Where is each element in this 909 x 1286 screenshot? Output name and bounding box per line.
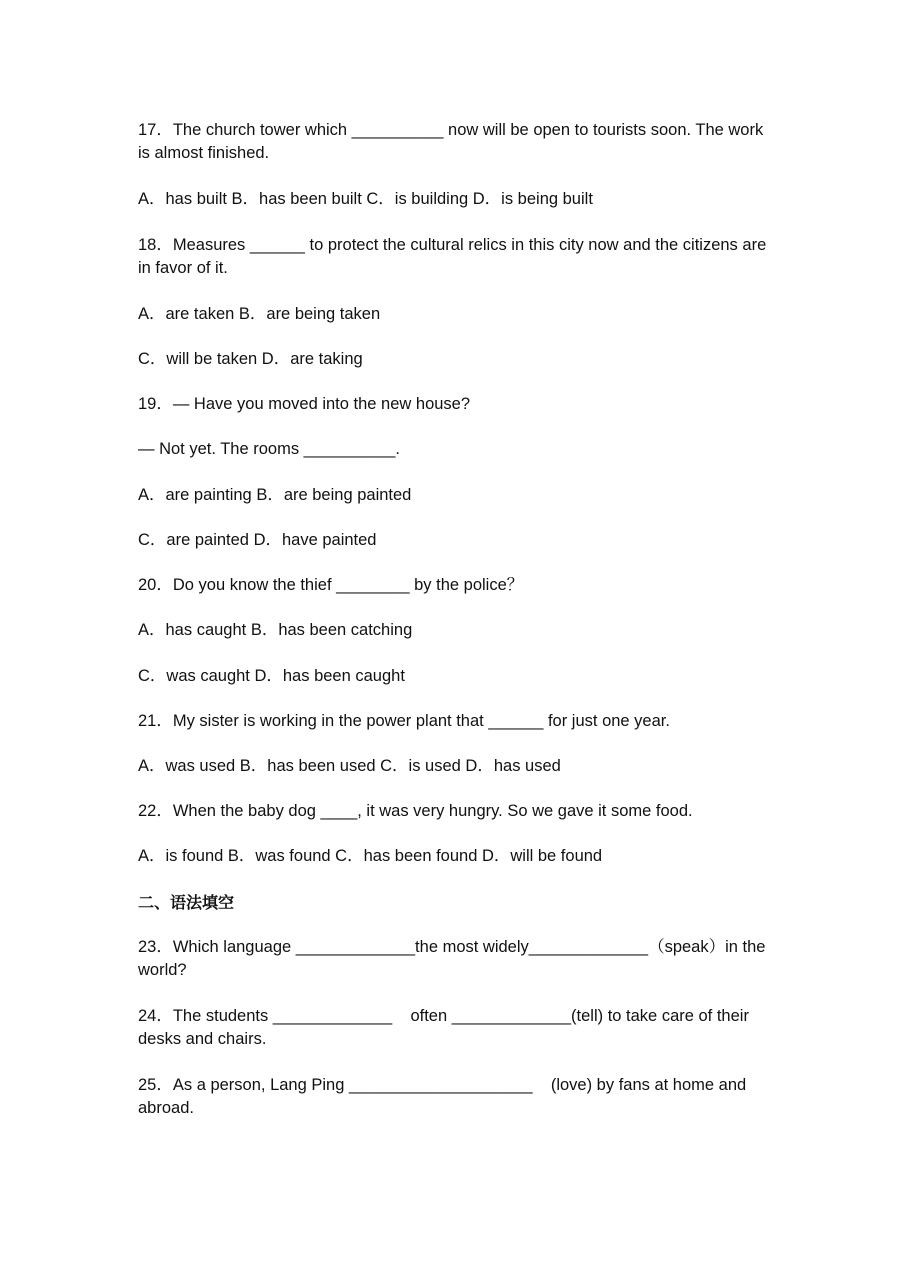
question-19-options-cd: C．are painted D．have painted (138, 531, 377, 549)
question-18-options-cd: C．will be taken D．are taking (138, 350, 363, 368)
question-17-text: 17．The church tower which __________ now will be open to tourists soon. The work is almost finished. (138, 121, 768, 162)
question-18-options-ab: A．are taken B．are being taken (138, 305, 381, 323)
question-19-options-ab: A．are painting B．are being painted (138, 486, 412, 504)
question-17-options: A．has built B．has been built C．is building D．is being built (138, 190, 593, 208)
question-20-text: 20．Do you know the thief ________ by the police？ (138, 576, 524, 594)
question-20-options-cd: C．was caught D．has been caught (138, 667, 405, 685)
question-24-text: 24．The students _____________ often _____________(tell) to take care of their desks and chairs. (138, 1007, 754, 1048)
question-25-text: 25．As a person, Lang Ping ____________________ (love) by fans at home and abroad. (138, 1076, 751, 1117)
question-19-text: 19．— Have you moved into the new house? (138, 395, 471, 413)
question-20-options-ab: A．has caught B．has been catching (138, 621, 413, 639)
question-22-options: A．is found B．was found C．has been found D．will be found (138, 847, 603, 865)
question-21-options: A．was used B．has been used C．is used D．has used (138, 757, 561, 775)
question-23-text: 23．Which language _____________the most widely_____________（speak）in the world? (138, 938, 771, 979)
question-22-text: 22．When the baby dog ____, it was very hungry. So we gave it some food. (138, 802, 693, 820)
question-18-text: 18．Measures ______ to protect the cultural relics in this city now and the citizens are in favor of it. (138, 236, 771, 277)
section-heading: 二、语法填空 (138, 893, 235, 912)
question-19-reply: — Not yet. The rooms __________. (138, 440, 401, 458)
question-21-text: 21．My sister is working in the power plant that ______ for just one year. (138, 712, 670, 730)
